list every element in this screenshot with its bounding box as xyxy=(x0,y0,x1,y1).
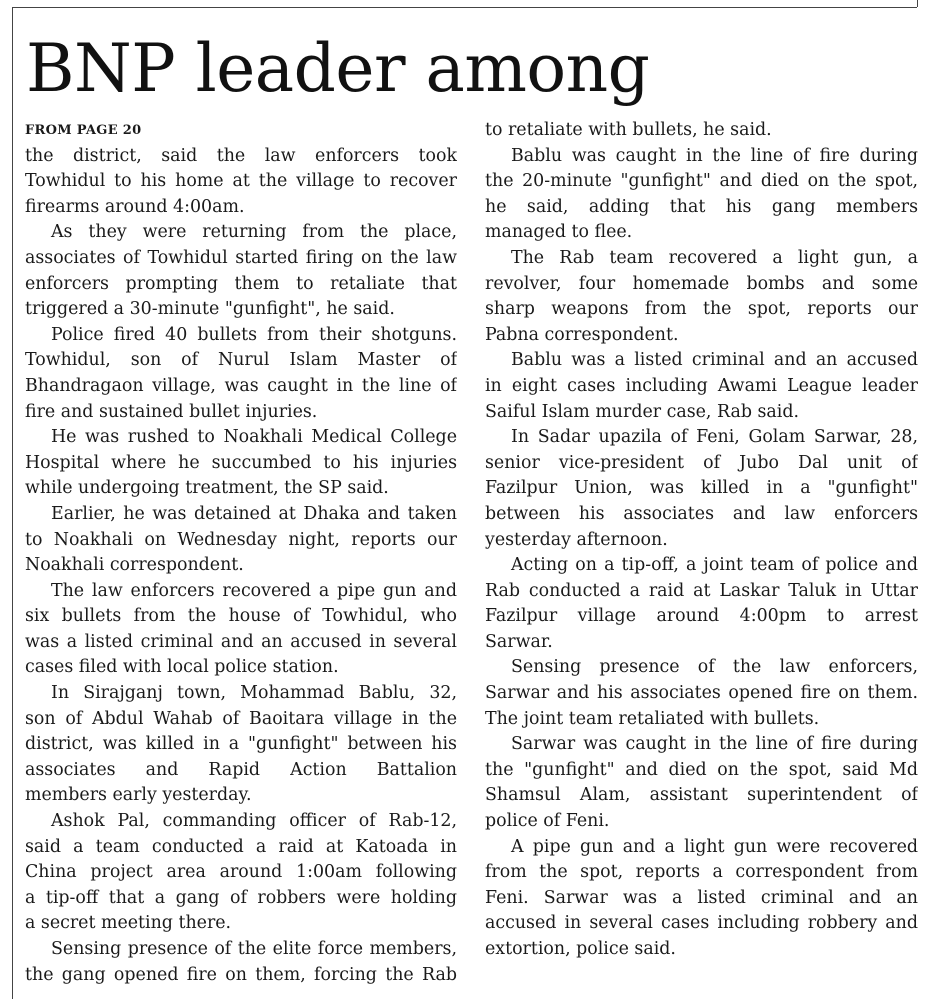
article-text-line: members early yesterday. xyxy=(25,785,252,806)
article-text-line: to retaliate with bullets, he said. xyxy=(485,120,772,140)
article-text-line: between his associates and law enforcers xyxy=(485,503,918,524)
article-text-line: the 20-minute "gunfight" and died on the spot, xyxy=(485,171,918,192)
article-text-line: Feni. Sarwar was a listed criminal and an xyxy=(485,887,918,908)
article-text-line: Acting on a tip-off, a joint team of police and xyxy=(511,555,918,576)
article-text-line: In Sirajganj town, Mohammad Bablu, 32, xyxy=(51,683,457,704)
article-text-line: Noakhali correspondent. xyxy=(25,555,244,576)
article-text-line: managed to flee. xyxy=(485,222,633,243)
article-text-line: son of Abdul Wahab of Baoitara village in the xyxy=(25,708,457,729)
article-text-line: Sensing presence of the law enforcers, xyxy=(511,657,918,678)
article-text-line: a tip-off that a gang of robbers were holding xyxy=(25,887,457,908)
continuation-kicker: FROM PAGE 20 xyxy=(25,123,142,138)
article-text-line: revolver, four homemade bombs and some xyxy=(485,273,918,294)
article-text-line: the "gunfight" and died on the spot, said Md xyxy=(485,759,918,780)
article-text-line: Sarwar and his associates opened fire on them. xyxy=(485,683,918,704)
article-text-line: The Rab team recovered a light gun, a xyxy=(511,247,918,268)
article-text-line: police of Feni. xyxy=(485,811,610,832)
article-text-line: to Noakhali on Wednesday night, reports our xyxy=(25,529,457,550)
article-text-line: The joint team retaliated with bullets. xyxy=(485,708,820,729)
article-text-line: Saiful Islam murder case, Rab said. xyxy=(485,401,799,422)
article-text-line: Sarwar. xyxy=(485,631,553,652)
article-text-line: from the spot, reports a correspondent from xyxy=(485,862,918,883)
article-text-line: associates of Towhidul started firing on the law xyxy=(25,247,457,268)
article-text-line: Sensing presence of the elite force members, xyxy=(51,939,457,959)
article-text-line: sharp weapons from the spot, reports our xyxy=(485,299,918,320)
left-border-rule xyxy=(12,7,13,999)
article-text-line: Rab conducted a raid at Laskar Taluk in Uttar xyxy=(485,580,918,601)
article-text-line: In Sadar upazila of Feni, Golam Sarwar, 28, xyxy=(511,427,918,448)
right-border-tick xyxy=(917,0,918,7)
article-text-line: associates and Rapid Action Battalion xyxy=(25,759,457,780)
article-text-line: district, was killed in a "gunfight" between his xyxy=(25,734,457,755)
article-text-line: fire and sustained bullet injuries. xyxy=(25,401,318,422)
article-text-line: senior vice-president of Jubo Dal unit of xyxy=(485,452,918,473)
article-text-line: The law enforcers recovered a pipe gun and xyxy=(51,580,457,601)
article-text-line: said a team conducted a raid at Katoada in xyxy=(25,836,457,857)
article-text-line: accused in several cases including robbery and xyxy=(485,913,918,934)
article-text-line: was a listed criminal and an accused in several xyxy=(25,631,457,652)
article-text-line: China project area around 1:00am following xyxy=(25,862,457,883)
article-text-line: Ashok Pal, commanding officer of Rab-12, xyxy=(51,811,457,832)
article-text-line: Shamsul Alam, assistant superintendent of xyxy=(485,785,918,806)
article-text-line: enforcers prompting them to retaliate that xyxy=(25,273,457,294)
article-text-line: cases filed with local police station. xyxy=(25,657,339,678)
article-text-line: Sarwar was caught in the line of fire during xyxy=(511,734,918,755)
article-text-line: Hospital where he succumbed to his injuries xyxy=(25,452,457,473)
article-text-line: the district, said the law enforcers took xyxy=(25,145,457,166)
headline: BNP leader among xyxy=(26,30,650,107)
article-text-line: Pabna correspondent. xyxy=(485,324,679,345)
article-text-line: Towhidul, son of Nurul Islam Master of xyxy=(25,350,457,371)
article-text-line: while undergoing treatment, the SP said. xyxy=(25,478,389,499)
article-text-line: the gang opened fire on them, forcing the Rab xyxy=(25,964,457,985)
article-text-line: in eight cases including Awami League leader xyxy=(485,375,918,396)
article-text-line: Bablu was caught in the line of fire during xyxy=(511,145,918,166)
article-text-line: Bablu was a listed criminal and an accused xyxy=(511,350,918,371)
article-text-line: Bhandragaon village, was caught in the line of xyxy=(25,375,457,396)
article-column-left xyxy=(25,118,457,988)
article-text-line: He was rushed to Noakhali Medical College xyxy=(51,427,457,448)
article-text-line: triggered a 30-minute "gunfight", he said. xyxy=(25,299,395,320)
article-text-line: Earlier, he was detained at Dhaka and taken xyxy=(51,503,457,524)
article-text-line: he said, adding that his gang members xyxy=(485,196,918,217)
article-text-line: Fazilpur village around 4:00pm to arrest xyxy=(485,606,918,627)
article-text-line: Towhidul to his home at the village to recover xyxy=(25,171,457,192)
article-text-line: firearms around 4:00am. xyxy=(25,196,245,217)
article-text-line: Police fired 40 bullets from their shotguns. xyxy=(51,324,457,345)
article-text-line: extortion, police said. xyxy=(485,939,676,959)
article-text-line: As they were returning from the place, xyxy=(51,222,457,243)
article-column-right xyxy=(485,118,918,963)
article-text-line: six bullets from the house of Towhidul, who xyxy=(25,606,457,627)
article-text-line: a secret meeting there. xyxy=(25,913,232,934)
article-text-line: yesterday afternoon. xyxy=(485,529,668,550)
article-text-line: Fazilpur Union, was killed in a "gunfight" xyxy=(485,478,918,499)
top-border-rule xyxy=(12,7,917,8)
article-text-line: A pipe gun and a light gun were recovered xyxy=(511,836,918,857)
